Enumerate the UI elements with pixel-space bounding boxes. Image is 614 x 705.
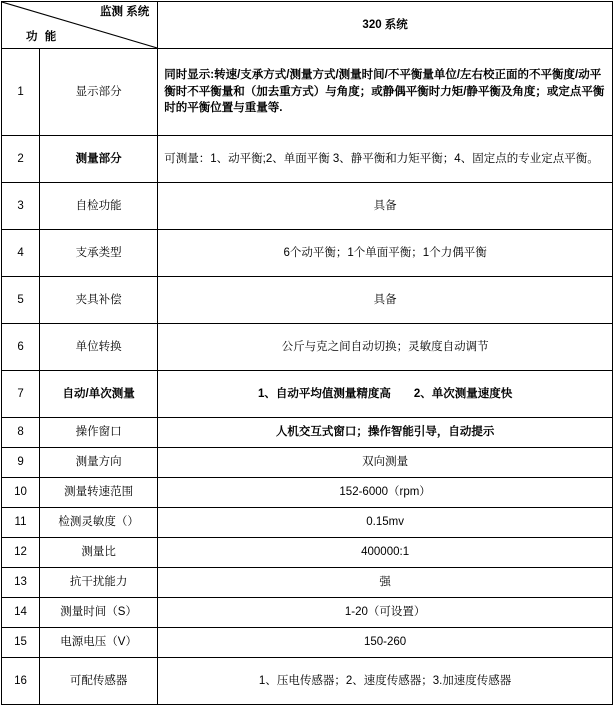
table-row <box>2 418 613 448</box>
table-row <box>2 508 613 538</box>
row-function-cell: 测量方向 <box>40 448 158 478</box>
table-row <box>2 136 613 183</box>
row-function-cell: 测量转速范围 <box>40 478 158 508</box>
row-index-cell: 15 <box>2 628 40 658</box>
row-value-cell: 400000:1 <box>158 538 613 568</box>
row-value-cell: 人机交互式窗口；操作智能引导，自动提示 <box>158 418 613 448</box>
row-index-cell: 16 <box>2 658 40 705</box>
row-value-cell: 可测量：1、动平衡;2、单面平衡 3、静平衡和力矩平衡；4、固定点的专业定点平衡。 <box>158 136 613 183</box>
row-function-cell: 电源电压（V） <box>40 628 158 658</box>
row-index-cell: 13 <box>2 568 40 598</box>
row-function-cell: 自动/单次测量 <box>40 371 158 418</box>
row-function-cell: 抗干扰能力 <box>40 568 158 598</box>
row-value-cell: 具备 <box>158 277 613 324</box>
row-value-cell: 1、压电传感器；2、速度传感器；3.加速度传感器 <box>158 658 613 705</box>
table-row <box>2 371 613 418</box>
table-row <box>2 277 613 324</box>
row-value-cell: 公斤与克之间自动切换；灵敏度自动调节 <box>158 324 613 371</box>
row-function-cell: 测量部分 <box>40 136 158 183</box>
table-row <box>2 448 613 478</box>
table-row <box>2 478 613 508</box>
header-title-cell: 320 系统 <box>158 2 613 49</box>
table-row <box>2 324 613 371</box>
row-function-cell: 支承类型 <box>40 230 158 277</box>
row-function-cell: 自检功能 <box>40 183 158 230</box>
row-function-cell: 检测灵敏度（） <box>40 508 158 538</box>
row-value-cell: 同时显示:转速/支承方式/测量方式/测量时间/不平衡量单位/左右校正面的不平衡度/动平衡时不平衡量和（加去重方式）与角度；或静偶平衡时力矩/静平衡及角度；或定点平衡时的平衡位置与重量等. <box>158 49 613 136</box>
row-index-cell: 8 <box>2 418 40 448</box>
row-index-cell: 5 <box>2 277 40 324</box>
row-index-cell: 14 <box>2 598 40 628</box>
table-header-row <box>2 2 613 49</box>
row-value-cell: 具备 <box>158 183 613 230</box>
row-index-cell: 2 <box>2 136 40 183</box>
table-row <box>2 538 613 568</box>
row-index-cell: 1 <box>2 49 40 136</box>
table-row <box>2 598 613 628</box>
row-function-cell: 操作窗口 <box>40 418 158 448</box>
row-value-cell: 6个动平衡；1个单面平衡；1个力偶平衡 <box>158 230 613 277</box>
row-function-cell: 显示部分 <box>40 49 158 136</box>
table-body <box>2 2 613 705</box>
header-function-label: 功 能 <box>26 31 59 44</box>
row-index-cell: 7 <box>2 371 40 418</box>
row-index-cell: 4 <box>2 230 40 277</box>
row-function-cell: 夹具补偿 <box>40 277 158 324</box>
table-row <box>2 183 613 230</box>
row-index-cell: 10 <box>2 478 40 508</box>
header-system-label: 监测 系统 <box>100 6 150 18</box>
row-value-cell: 152-6000（rpm） <box>158 478 613 508</box>
table-row <box>2 230 613 277</box>
row-value-cell: 1、自动平均值测量精度高 2、单次测量速度快 <box>158 371 613 418</box>
table-row <box>2 658 613 705</box>
row-function-cell: 可配传感器 <box>40 658 158 705</box>
row-index-cell: 6 <box>2 324 40 371</box>
table-row <box>2 49 613 136</box>
row-function-cell: 单位转换 <box>40 324 158 371</box>
row-function-cell: 测量时间（S） <box>40 598 158 628</box>
row-index-cell: 11 <box>2 508 40 538</box>
row-value-cell: 1-20（可设置） <box>158 598 613 628</box>
row-value-cell: 150-260 <box>158 628 613 658</box>
specification-table <box>1 1 613 705</box>
row-index-cell: 3 <box>2 183 40 230</box>
table-row <box>2 568 613 598</box>
row-function-cell: 测量比 <box>40 538 158 568</box>
row-index-cell: 12 <box>2 538 40 568</box>
header-split-cell <box>2 2 158 49</box>
row-value-cell: 强 <box>158 568 613 598</box>
row-value-cell: 0.15mv <box>158 508 613 538</box>
table-row <box>2 628 613 658</box>
row-value-cell: 双向测量 <box>158 448 613 478</box>
row-index-cell: 9 <box>2 448 40 478</box>
